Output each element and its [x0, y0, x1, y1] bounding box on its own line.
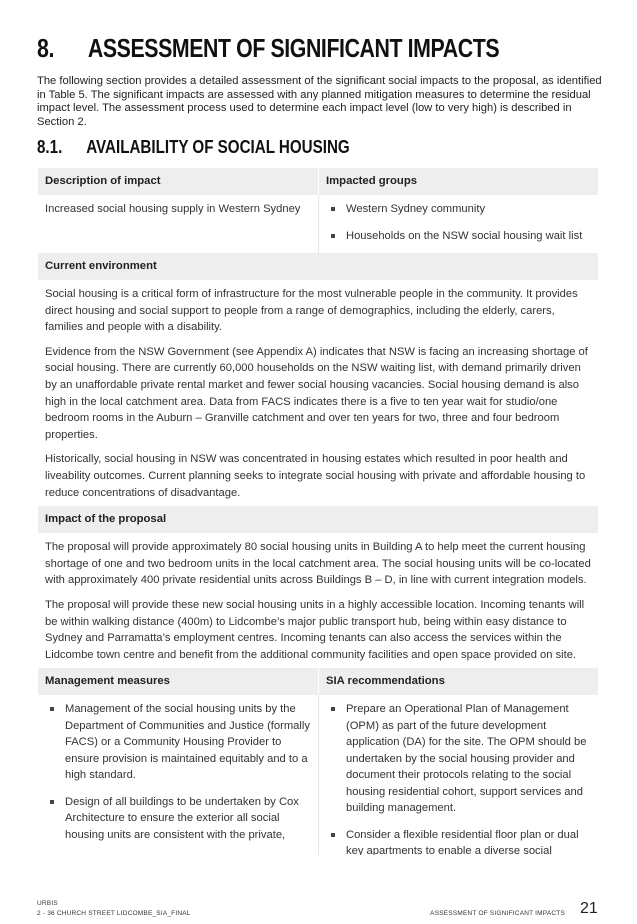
- list-item: Management of the social housing units by the Department of Communities and Justice (formally FACS) or a Community Housing Provider to ensure provision is maintained equitably and to a high standard.: [45, 701, 311, 784]
- list-item: Households on the NSW social housing wait list: [326, 228, 591, 245]
- section-number: 8.: [37, 33, 54, 63]
- list-item: Western Sydney community: [326, 201, 591, 218]
- impact-paragraph: The proposal will provide approximately 80 social housing units in Building A to help meet the current housing shortage of one and two bedroom units in the local catchment area. The social housing units will be co-located with approximately 400 private residential units across Buildings B – D, in line with current integration models.: [45, 541, 591, 587]
- list-item: Design of all buildings to be undertaken by Cox Architecture to ensure the exterior all social housing units are consistent with the private,: [45, 794, 311, 844]
- groups-list: [326, 201, 591, 244]
- table-row: [38, 195, 598, 253]
- section-title: ASSESSMENT OF SIGNIFICANT IMPACTS: [87, 33, 500, 63]
- sia-list: [326, 701, 591, 855]
- description-header: Description of impact: [45, 175, 161, 187]
- impact-paragraph: The proposal will provide these new social housing units in a highly accessible location. Incoming tenants will be within walking distance (400m) to Lidcombe’s major public transport hub, being within easy distance to Sydney and Parramatta’s employment centres. Incoming tenants can also access the services within the Lidcombe town centre and benefit from the additional community facilities and open space provided on site.: [45, 598, 585, 661]
- current-env-paragraph: Historically, social housing in NSW was concentrated in housing estates which resulted in poor health and liveability outcomes. Current planning seeks to integrate social housing with private and affordable housing to reduce concentrations of disadvantage.: [45, 453, 586, 499]
- current-env-paragraph: Evidence from the NSW Government (see Appendix A) indicates that NSW is facing an increasing shortage of social housing. There are currently 60,000 households on the NSW waiting list, with demand primarily driven by an unaffordable private rental market and fewer social housing vacancies. Social housing demand is also high in the local catchment area. Data from FACS indicates there is a five to ten year wait for studio/one bedroom rooms in the Auburn – Granville catchment and over ten years for two, three and four bedroom properties.: [45, 345, 588, 441]
- table-header-row: [38, 168, 598, 195]
- impact-description: Increased social housing supply in Western Sydney: [45, 203, 301, 215]
- subsection-heading: [37, 136, 350, 158]
- list-item: Consider a flexible residential floor plan or dual key apartments to enable a diverse social: [326, 827, 591, 856]
- footer-company: URBIS: [37, 900, 58, 907]
- footer-document: 2 - 36 CHURCH STREET LIDCOMBE_SIA_FINAL: [37, 910, 191, 917]
- impact-header: Impact of the proposal: [38, 506, 598, 533]
- page-number: 21: [580, 900, 598, 917]
- current-env-header: Current environment: [38, 253, 598, 280]
- impact-body: [38, 533, 598, 663]
- management-cell: [38, 695, 318, 855]
- footer-section: ASSESSMENT OF SIGNIFICANT IMPACTS: [430, 910, 565, 917]
- table-row: [38, 695, 598, 855]
- list-item: Prepare an Operational Plan of Management (OPM) as part of the future development application (DA) for the site. The OPM should be undertaken by the social housing provider and document their protocols relating to the social housing residential cohort, support services and building management.: [326, 701, 591, 817]
- subsection-number: 8.1.: [37, 136, 63, 157]
- management-header: Management measures: [45, 675, 170, 688]
- sia-header: SIA recommendations: [318, 668, 598, 695]
- subsection-title: AVAILABILITY OF SOCIAL HOUSING: [86, 136, 350, 157]
- intro-paragraph: The following section provides a detailed assessment of the significant social impacts to the proposal, as identified in Table 5. The significant impacts are assessed with any planned mitigation measures to determine the residual impact level. The assessment process used to determine each impact level (low to very high) is described in Section 2.: [37, 75, 602, 128]
- groups-cell: [318, 195, 598, 253]
- groups-header: Impacted groups: [318, 168, 598, 195]
- current-env-paragraph: Social housing is a critical form of infrastructure for the most vulnerable people in the community. It provides direct housing and social support to people from a range of demographics, including the elderly, carers, families and people with a disability.: [45, 288, 578, 334]
- sia-cell: [318, 695, 598, 855]
- current-env-body: [38, 280, 598, 501]
- section-heading: [37, 33, 499, 64]
- management-list: [45, 701, 311, 843]
- impact-table: [38, 168, 598, 855]
- measures-header-row: [38, 668, 598, 695]
